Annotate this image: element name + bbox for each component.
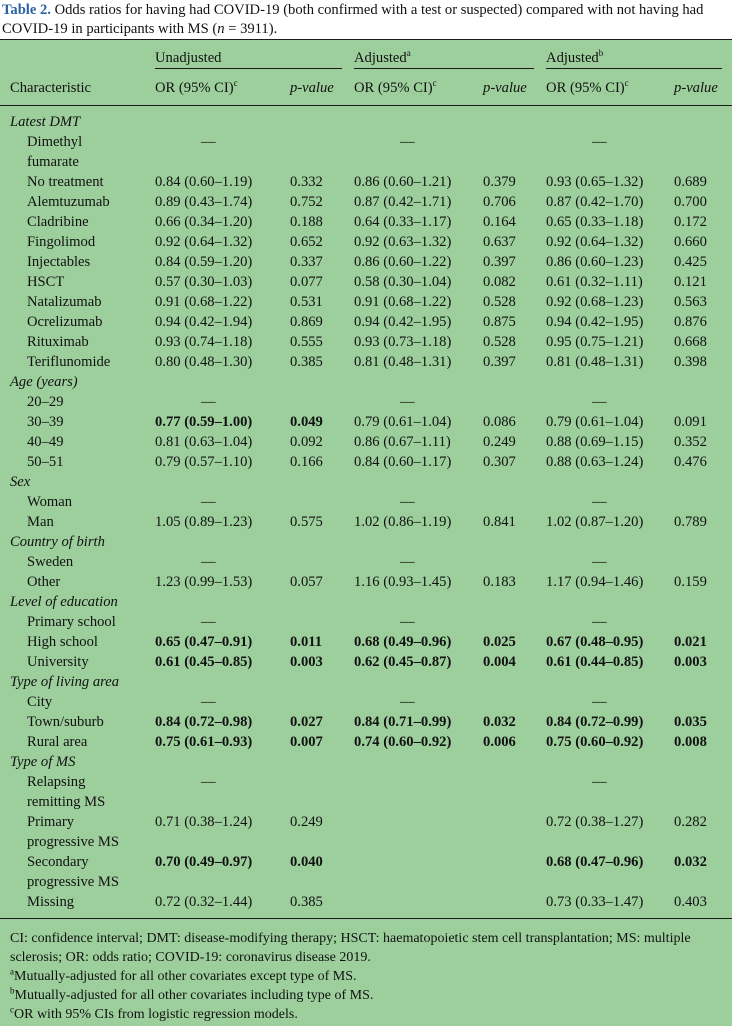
- p-value-cell: 0.077: [290, 274, 323, 290]
- p-value-cell: 0.528: [483, 294, 516, 310]
- or-cell: 0.86 (0.60–1.23): [546, 254, 644, 270]
- or-cell: 0.84 (0.72–0.99): [546, 714, 644, 730]
- section-title: Sex: [10, 474, 31, 490]
- p-value-cell: 0.011: [290, 634, 323, 650]
- p-value-cell: 0.841: [483, 514, 516, 530]
- p-value-cell: [483, 892, 546, 912]
- row-label: High school: [27, 634, 98, 650]
- table-row: [0, 332, 732, 352]
- p-value-cell: 0.121: [674, 274, 707, 290]
- or-cell: 0.92 (0.63–1.32): [354, 234, 452, 250]
- section-row: [0, 672, 732, 692]
- row-label: 40–49: [27, 434, 64, 450]
- or-cell: 0.94 (0.42–1.95): [546, 314, 644, 330]
- table-row: [0, 492, 732, 512]
- reference-dash: —: [400, 694, 415, 710]
- or-cell: 0.61 (0.44–0.85): [546, 654, 644, 670]
- table-row: [0, 172, 732, 192]
- table-row: [0, 512, 732, 532]
- row-label: Woman: [27, 494, 73, 510]
- row-label: Ocrelizumab: [27, 314, 103, 330]
- p-value-cell: [483, 812, 546, 852]
- p-value-cell: 0.040: [290, 854, 323, 870]
- row-label: University: [27, 654, 89, 670]
- or-cell: 0.71 (0.38–1.24): [155, 814, 253, 830]
- or-cell: [354, 852, 483, 892]
- section-title: Country of birth: [10, 534, 105, 550]
- p-value-cell: 0.789: [674, 514, 707, 530]
- row-label: Primary school: [27, 614, 116, 630]
- p-value-cell: 0.352: [674, 434, 707, 450]
- row-label: No treatment: [27, 174, 104, 190]
- group-header-row: [0, 40, 732, 72]
- column-header-row: [0, 71, 732, 106]
- or-cell: 0.66 (0.34–1.20): [155, 214, 253, 230]
- p-value-cell: 0.307: [483, 454, 516, 470]
- or-cell: 1.23 (0.99–1.53): [155, 574, 253, 590]
- row-label: Dimethyl fumarate: [27, 134, 83, 170]
- p-value-cell: 0.057: [290, 574, 323, 590]
- row-label: HSCT: [27, 274, 65, 290]
- table-body: [0, 106, 732, 913]
- p-value-cell: 0.875: [483, 314, 516, 330]
- reference-dash: —: [201, 774, 216, 790]
- p-value-cell: 0.092: [290, 434, 323, 450]
- p-value-cell: 0.008: [674, 734, 707, 750]
- table-row: [0, 352, 732, 372]
- or-cell: 0.93 (0.73–1.18): [354, 334, 452, 350]
- row-label: Primary progressive MS: [27, 814, 120, 850]
- or-cell: 0.79 (0.57–1.10): [155, 454, 253, 470]
- or-cell: 0.79 (0.61–1.04): [546, 414, 644, 430]
- or-cell: 0.92 (0.64–1.32): [155, 234, 253, 250]
- p-value-cell: 0.049: [290, 414, 323, 430]
- p-value-cell: 0.876: [674, 314, 707, 330]
- or-cell: 0.79 (0.61–1.04): [354, 414, 452, 430]
- table-row: [0, 272, 732, 292]
- p-value-cell: 0.668: [674, 334, 707, 350]
- p-value-cell: 0.166: [290, 454, 323, 470]
- p-value-cell: 0.660: [674, 234, 707, 250]
- p-value-cell: 0.385: [290, 894, 323, 910]
- reference-dash: —: [201, 554, 216, 570]
- or-cell: 0.94 (0.42–1.94): [155, 314, 253, 330]
- footnotes: [0, 918, 732, 1024]
- table-row: [0, 852, 732, 892]
- p-value-cell: 0.575: [290, 514, 323, 530]
- or-cell: 0.68 (0.49–0.96): [354, 634, 452, 650]
- or-cell: [354, 892, 483, 912]
- p-value-cell: 0.003: [674, 654, 707, 670]
- p-value-cell: 0.555: [290, 334, 323, 350]
- or-cell: 0.86 (0.60–1.21): [354, 174, 452, 190]
- p-value-cell: 0.652: [290, 234, 323, 250]
- or-cell: 0.89 (0.43–1.74): [155, 194, 253, 210]
- table-row: [0, 552, 732, 572]
- header-p-value: p-value: [483, 71, 546, 106]
- p-value-cell: 0.752: [290, 194, 323, 210]
- or-cell: 0.92 (0.68–1.23): [546, 294, 644, 310]
- p-value-cell: 0.563: [674, 294, 707, 310]
- p-value-cell: 0.025: [483, 634, 516, 650]
- or-cell: 1.17 (0.94–1.46): [546, 574, 644, 590]
- table-row: [0, 572, 732, 592]
- reference-dash: —: [400, 494, 415, 510]
- or-cell: 0.72 (0.32–1.44): [155, 894, 253, 910]
- section-title: Latest DMT: [10, 114, 81, 130]
- or-cell: 0.68 (0.47–0.96): [546, 854, 644, 870]
- p-value-cell: 0.637: [483, 234, 516, 250]
- or-cell: 0.75 (0.60–0.92): [546, 734, 644, 750]
- or-cell: 0.70 (0.49–0.97): [155, 854, 253, 870]
- table-row: [0, 612, 732, 632]
- section-row: [0, 592, 732, 612]
- row-label: Fingolimod: [27, 234, 96, 250]
- or-cell: 1.16 (0.93–1.45): [354, 574, 452, 590]
- row-label: City: [27, 694, 53, 710]
- or-cell: 1.02 (0.87–1.20): [546, 514, 644, 530]
- table-caption: [0, 0, 732, 38]
- or-cell: 1.05 (0.89–1.23): [155, 514, 253, 530]
- row-label: Missing: [27, 894, 75, 910]
- p-value-cell: 0.706: [483, 194, 516, 210]
- p-value-cell: 0.164: [483, 214, 516, 230]
- p-value-cell: 0.007: [290, 734, 323, 750]
- p-value-cell: 0.006: [483, 734, 516, 750]
- table-row: [0, 632, 732, 652]
- or-cell: 0.94 (0.42–1.95): [354, 314, 452, 330]
- header-p-value: p-value: [290, 71, 354, 106]
- row-label: 30–39: [27, 414, 64, 430]
- section-title: Type of MS: [10, 754, 76, 770]
- or-cell: 0.81 (0.48–1.31): [546, 354, 644, 370]
- table-label: Table 2.: [2, 2, 51, 18]
- reference-dash: —: [201, 394, 216, 410]
- or-cell: [354, 812, 483, 852]
- header-or: OR (95% CI)$^c$: [354, 71, 483, 106]
- reference-dash: —: [592, 774, 607, 790]
- p-value-cell: 0.032: [674, 854, 707, 870]
- row-label: Town/suburb: [27, 714, 104, 730]
- table-row: [0, 452, 732, 472]
- p-value-cell: 0.172: [674, 214, 707, 230]
- or-cell: 0.65 (0.33–1.18): [546, 214, 644, 230]
- or-cell: 0.86 (0.60–1.22): [354, 254, 452, 270]
- or-cell: 0.95 (0.75–1.21): [546, 334, 644, 350]
- table-row: [0, 132, 732, 172]
- row-label: Injectables: [27, 254, 91, 270]
- section-row: [0, 752, 732, 772]
- footnote-b: $^b$Mutually-adjusted for all other covariates including type of MS.: [10, 985, 374, 1003]
- or-cell: 0.84 (0.59–1.20): [155, 254, 253, 270]
- table-row: [0, 252, 732, 272]
- group-unadjusted: Unadjusted: [155, 40, 354, 72]
- table-row: [0, 772, 732, 812]
- p-value-cell: 0.700: [674, 194, 707, 210]
- reference-dash: —: [592, 394, 607, 410]
- p-value-cell: 0.004: [483, 654, 516, 670]
- footnote-abbreviations: CI: confidence interval; DMT: disease-modifying therapy; HSCT: haematopoietic stem cell transplantation; MS: multiple sclerosis; OR: odds ratio; COVID-19: coronavirus disease 2019.: [10, 931, 691, 965]
- row-label: Natalizumab: [27, 294, 102, 310]
- caption-text: Odds ratios for having had COVID-19 (both confirmed with a test or suspected) compared with not having had COVID-19 in participants with MS (n = 3911).: [2, 2, 704, 37]
- or-cell: 0.87 (0.42–1.71): [354, 194, 452, 210]
- reference-dash: —: [400, 134, 415, 150]
- reference-dash: —: [201, 614, 216, 630]
- table-row: [0, 652, 732, 672]
- odds-ratio-table: [0, 39, 732, 912]
- or-cell: 0.57 (0.30–1.03): [155, 274, 253, 290]
- p-value-cell: 0.159: [674, 574, 707, 590]
- row-label: Other: [27, 574, 61, 590]
- or-cell: 0.81 (0.63–1.04): [155, 434, 253, 450]
- header-or: OR (95% CI)$^c$: [546, 71, 674, 106]
- section-row: [0, 532, 732, 552]
- or-cell: 0.86 (0.67–1.11): [354, 434, 451, 450]
- table-row: [0, 192, 732, 212]
- table-row: [0, 392, 732, 412]
- p-value-cell: 0.379: [483, 174, 516, 190]
- row-label: Man: [27, 514, 54, 530]
- p-value-cell: 0.689: [674, 174, 707, 190]
- footnote-c: $^c$OR with 95% CIs from logistic regression models.: [10, 1004, 298, 1022]
- reference-dash: —: [400, 394, 415, 410]
- p-value-cell: 0.249: [483, 434, 516, 450]
- table-row: [0, 412, 732, 432]
- table-row: [0, 692, 732, 712]
- or-cell: 0.73 (0.33–1.47): [546, 894, 644, 910]
- section-row: [0, 372, 732, 392]
- table-row: [0, 212, 732, 232]
- header-p-value: p-value: [674, 71, 732, 106]
- section-title: Age (years): [10, 374, 78, 390]
- p-value-cell: 0.003: [290, 654, 323, 670]
- reference-dash: —: [400, 614, 415, 630]
- p-value-cell: 0.385: [290, 354, 323, 370]
- or-cell: 0.61 (0.32–1.11): [546, 274, 643, 290]
- reference-dash: —: [201, 134, 216, 150]
- p-value-cell: 0.397: [483, 254, 516, 270]
- reference-dash: —: [201, 494, 216, 510]
- row-label: 50–51: [27, 454, 64, 470]
- row-label: Rituximab: [27, 334, 89, 350]
- p-value-cell: 0.425: [674, 254, 707, 270]
- section-row: [0, 106, 732, 133]
- or-cell: 0.84 (0.60–1.17): [354, 454, 452, 470]
- p-value-cell: 0.027: [290, 714, 323, 730]
- p-value-cell: 0.397: [483, 354, 516, 370]
- p-value-cell: [483, 852, 546, 892]
- or-cell: 0.93 (0.65–1.32): [546, 174, 644, 190]
- row-label: Relapsing remitting MS: [27, 774, 106, 810]
- p-value-cell: 0.332: [290, 174, 323, 190]
- row-label: Secondary progressive MS: [27, 854, 120, 890]
- or-cell: 0.61 (0.45–0.85): [155, 654, 253, 670]
- or-cell: 0.93 (0.74–1.18): [155, 334, 253, 350]
- or-cell: 0.84 (0.60–1.19): [155, 174, 253, 190]
- or-cell: 1.02 (0.86–1.19): [354, 514, 452, 530]
- row-label: Rural area: [27, 734, 88, 750]
- or-cell: 0.81 (0.48–1.31): [354, 354, 452, 370]
- table-row: [0, 312, 732, 332]
- p-value-cell: 0.398: [674, 354, 707, 370]
- table-panel: [0, 39, 732, 1026]
- p-value-cell: 0.188: [290, 214, 323, 230]
- reference-dash: —: [400, 554, 415, 570]
- or-cell: 0.80 (0.48–1.30): [155, 354, 253, 370]
- reference-dash: —: [592, 554, 607, 570]
- p-value-cell: 0.091: [674, 414, 707, 430]
- row-label: Teriflunomide: [27, 354, 111, 370]
- header-characteristic: Characteristic: [0, 71, 155, 106]
- or-cell: 0.67 (0.48–0.95): [546, 634, 644, 650]
- reference-dash: —: [592, 134, 607, 150]
- or-cell: 0.88 (0.63–1.24): [546, 454, 644, 470]
- p-value-cell: 0.282: [674, 814, 707, 830]
- row-label: Cladribine: [27, 214, 89, 230]
- reference-dash: —: [592, 694, 607, 710]
- reference-dash: —: [201, 694, 216, 710]
- footnote-a: $^a$Mutually-adjusted for all other covariates except type of MS.: [10, 966, 357, 984]
- table-row: [0, 432, 732, 452]
- p-value-cell: 0.086: [483, 414, 516, 430]
- or-cell: 0.74 (0.60–0.92): [354, 734, 452, 750]
- row-label: 20–29: [27, 394, 64, 410]
- or-cell: 0.62 (0.45–0.87): [354, 654, 452, 670]
- or-cell: 0.65 (0.47–0.91): [155, 634, 253, 650]
- or-cell: 0.58 (0.30–1.04): [354, 274, 452, 290]
- row-label: Alemtuzumab: [27, 194, 110, 210]
- table-row: [0, 712, 732, 732]
- table-row: [0, 292, 732, 312]
- reference-dash: —: [592, 494, 607, 510]
- header-or: OR (95% CI)$^c$: [155, 71, 290, 106]
- or-cell: 0.75 (0.61–0.93): [155, 734, 253, 750]
- or-cell: 0.84 (0.72–0.98): [155, 714, 253, 730]
- p-value-cell: 0.531: [290, 294, 323, 310]
- or-cell: 0.91 (0.68–1.22): [354, 294, 452, 310]
- p-value-cell: 0.183: [483, 574, 516, 590]
- or-cell: 0.72 (0.38–1.27): [546, 814, 644, 830]
- p-value-cell: 0.035: [674, 714, 707, 730]
- table-row: [0, 812, 732, 852]
- or-cell: 0.64 (0.33–1.17): [354, 214, 452, 230]
- or-cell: 0.77 (0.59–1.00): [155, 414, 253, 430]
- p-value-cell: 0.476: [674, 454, 707, 470]
- row-label: Sweden: [27, 554, 74, 570]
- p-value-cell: 0.869: [290, 314, 323, 330]
- p-value-cell: 0.528: [483, 334, 516, 350]
- or-cell: 0.84 (0.71–0.99): [354, 714, 452, 730]
- p-value-cell: 0.082: [483, 274, 516, 290]
- section-row: [0, 472, 732, 492]
- or-cell: 0.88 (0.69–1.15): [546, 434, 644, 450]
- group-adjusted-a: Adjusted$^a$: [354, 40, 546, 72]
- or-cell: 0.92 (0.64–1.32): [546, 234, 644, 250]
- p-value-cell: 0.021: [674, 634, 707, 650]
- reference-dash: —: [592, 614, 607, 630]
- p-value-cell: 0.403: [674, 894, 707, 910]
- or-cell: 0.91 (0.68–1.22): [155, 294, 253, 310]
- section-title: Type of living area: [10, 674, 120, 690]
- p-value-cell: 0.249: [290, 814, 323, 830]
- or-cell: 0.87 (0.42–1.70): [546, 194, 644, 210]
- p-value-cell: 0.032: [483, 714, 516, 730]
- table-row: [0, 232, 732, 252]
- table-row: [0, 732, 732, 752]
- table-row: [0, 892, 732, 912]
- group-adjusted-b: Adjusted$^b$: [546, 40, 732, 72]
- p-value-cell: 0.337: [290, 254, 323, 270]
- section-title: Level of education: [10, 594, 118, 610]
